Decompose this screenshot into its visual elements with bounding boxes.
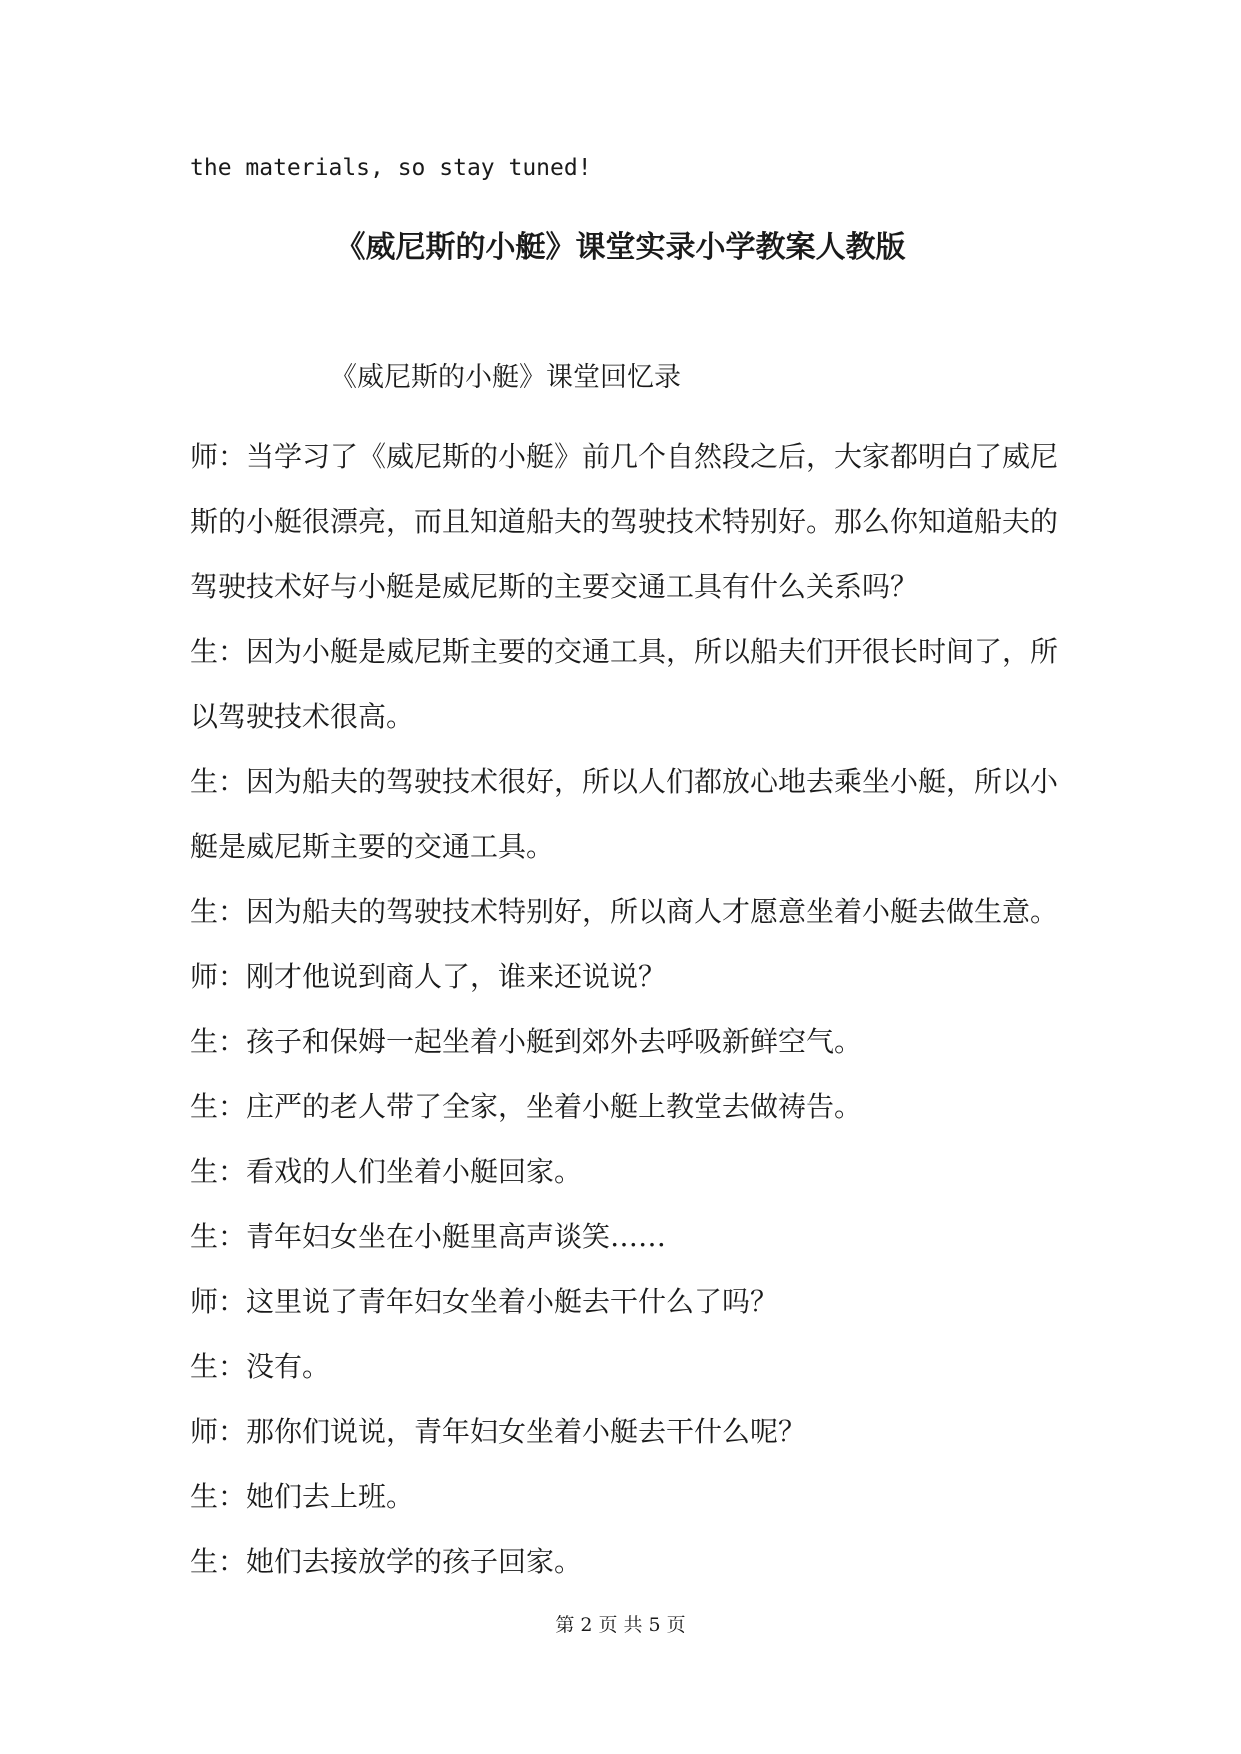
paragraph: 生：她们去接放学的孩子回家。: [190, 1545, 583, 1578]
document-title: 《威尼斯的小艇》课堂实录小学教案人教版: [335, 230, 906, 265]
paragraph: 师：这里说了青年妇女坐着小艇去干什么了吗？: [190, 1285, 779, 1318]
paragraph: 生：看戏的人们坐着小艇回家。: [190, 1155, 583, 1188]
paragraph: 生：因为船夫的驾驶技术很好，所以人们都放心地去乘坐小艇，所以小艇是威尼斯主要的交通工具。: [190, 765, 1059, 863]
paragraph: 生：因为小艇是威尼斯主要的交通工具，所以船夫们开很长时间了，所以驾驶技术很高。: [190, 635, 1059, 733]
page-footer: 第 2 页 共 5 页: [555, 1614, 686, 1636]
paragraph: 师：当学习了《威尼斯的小艇》前几个自然段之后，大家都明白了威尼斯的小艇很漂亮，而且知道船夫的驾驶技术特别好。那么你知道船夫的驾驶技术好与小艇是威尼斯的主要交通工具有什么关系吗？: [190, 440, 1059, 603]
paragraph: 生：青年妇女坐在小艇里高声谈笑……: [190, 1220, 667, 1253]
paragraph: 师：刚才他说到商人了，谁来还说说？: [190, 960, 667, 993]
paragraph: 师：那你们说说，青年妇女坐着小艇去干什么呢？: [190, 1415, 807, 1448]
paragraph: 生：孩子和保姆一起坐着小艇到郊外去呼吸新鲜空气。: [190, 1025, 863, 1058]
paragraph: 生：她们去上班。: [190, 1480, 415, 1513]
paragraph: 生：没有。: [190, 1350, 331, 1383]
paragraph: 生：庄严的老人带了全家，坐着小艇上教堂去做祷告。: [190, 1090, 863, 1123]
intro-text: the materials, so stay tuned!: [190, 155, 592, 181]
section-subtitle: 《威尼斯的小艇》课堂回忆录: [330, 362, 681, 393]
body-text: [190, 424, 1070, 1594]
paragraph: 生：因为船夫的驾驶技术特别好，所以商人才愿意坐着小艇去做生意。: [190, 895, 1059, 928]
